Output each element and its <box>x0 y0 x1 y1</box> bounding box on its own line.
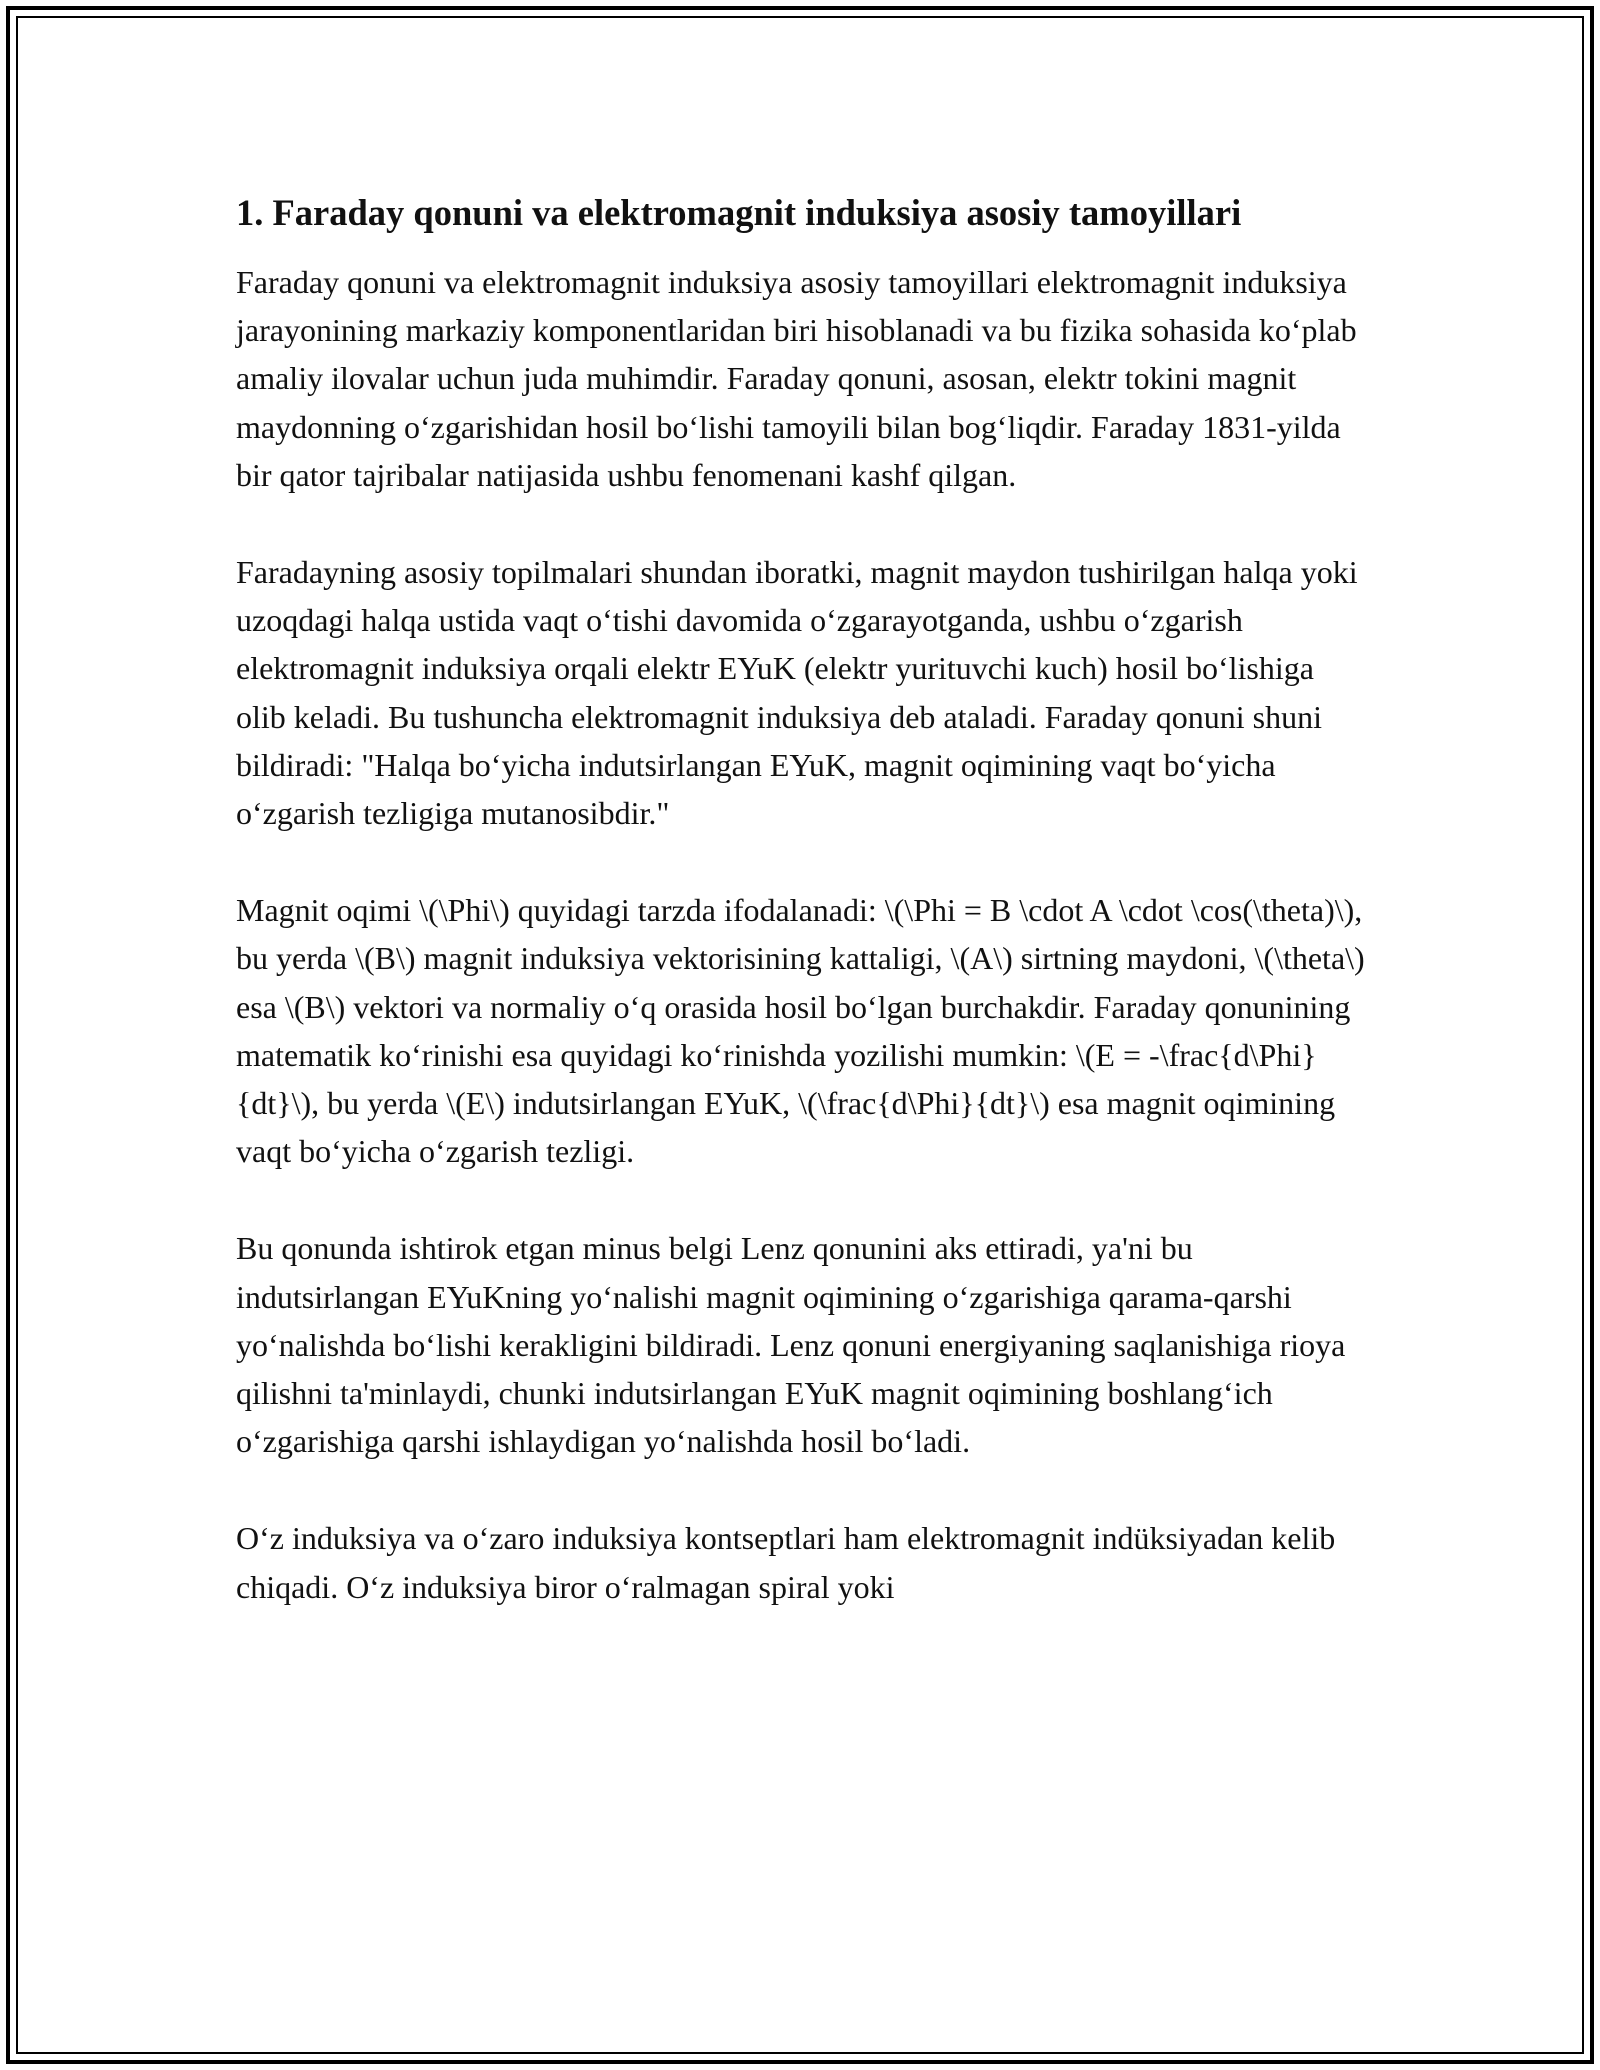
section-heading: 1. Faraday qonuni va elektromagnit induksiya asosiy tamoyillari <box>236 192 1242 233</box>
paragraph-2: Faradayning asosiy topilmalari shundan iboratki, magnit maydon tushirilgan halqa yoki uzoqdagi halqa ustida vaqt oʻtishi davomida oʻzgarayotganda, ushbu oʻzgarish elektromagnit induksiya orqali elektr EYuK (elektr yurituvchi kuch) hosil boʻlishiga olib keladi. Bu tushuncha elektromagnit induksiya deb ataladi. Faraday qonuni shuni bildiradi: "Halqa boʻyicha indutsirlangan EYuK, magnit oqimining vaqt boʻyicha oʻzgarish tezligiga mutanosibdir." <box>236 554 1358 832</box>
paragraph-4: Bu qonunda ishtirok etgan minus belgi Lenz qonunini aks ettiradi, ya'ni bu indutsirlangan EYuKning yoʻnalishi magnit oqimining oʻzgarishiga qarama-qarshi yoʻnalishda boʻlishi kerakligini bildiradi. Lenz qonuni energiyaning saqlanishiga rioya qilishni ta'minlaydi, chunki indutsirlangan EYuK magnit oqimining boshlangʻich oʻzgarishiga qarshi ishlaydigan yoʻnalishda hosil boʻladi. <box>236 1230 1346 1460</box>
paragraph-5: Oʻz induksiya va oʻzaro induksiya kontseptlari ham elektromagnit indüksiyadan kelib chiqadi. Oʻz induksiya biror oʻralmagan spiral yoki <box>236 1520 1336 1605</box>
paragraph-3: Magnit oqimi \(\Phi\) quyidagi tarzda ifodalanadi: \(\Phi = B \cdot A \cdot \cos(\theta)\), bu yerda \(B\) magnit induksiya vektorisining kattaligi, \(A\) sirtning maydoni, \(\theta\) esa \(B\) vektori va normaliy oʻq orasida hosil boʻlgan burchakdir. Faraday qonunining matematik koʻrinishi esa quyidagi koʻrinishda yozilishi mumkin: \(E = -\frac{d\Phi}{dt}\), bu yerda \(E\) indutsirlangan EYuK, \(\frac{d\Phi}{dt}\) esa magnit oqimining vaqt boʻyicha oʻzgarish tezligi. <box>236 892 1365 1170</box>
document-body <box>236 186 1366 1660</box>
paragraph-1: Faraday qonuni va elektromagnit induksiya asosiy tamoyillari elektromagnit induksiya jarayonining markaziy komponentlaridan biri hisoblanadi va bu fizika sohasida koʻplab amaliy ilovalar uchun juda muhimdir. Faraday qonuni, asosan, elektr tokini magnit maydonning oʻzgarishidan hosil boʻlishi tamoyili bilan bogʻliqdir. Faraday 1831-yilda bir qator tajribalar natijasida ushbu fenomenani kashf qilgan. <box>236 264 1357 493</box>
